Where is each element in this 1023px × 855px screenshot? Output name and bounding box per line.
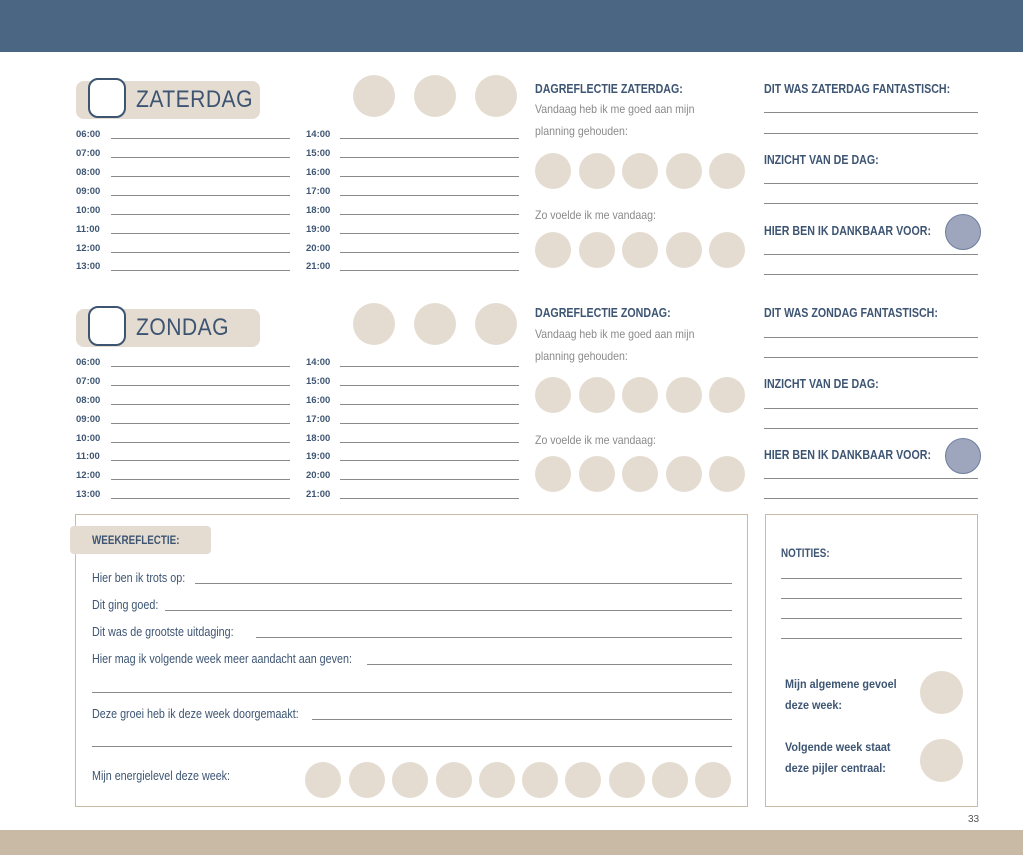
time-label: 08:00 (76, 167, 101, 178)
proud-label: Hier ben ik trots op: (92, 571, 186, 585)
day-title-sunday: ZONDAG (136, 314, 229, 341)
challenge-label: Dit was de grootste uitdaging: (92, 625, 234, 639)
notes-line[interactable] (781, 638, 962, 639)
schedule-line[interactable] (340, 479, 519, 480)
schedule-line[interactable] (340, 423, 519, 424)
rating-circle[interactable] (579, 456, 615, 492)
schedule-line[interactable] (111, 214, 290, 215)
energy-circle[interactable] (522, 762, 558, 798)
writing-line[interactable] (367, 664, 732, 665)
feeling-circle[interactable] (920, 671, 963, 714)
pillar-line1: Volgende week staat (785, 740, 891, 754)
planning-label: Vandaag heb ik me goed aan mijn (535, 102, 695, 116)
top-banner (0, 0, 1023, 52)
time-label: 07:00 (76, 148, 101, 159)
time-label: 19:00 (306, 451, 331, 462)
page-number: 33 (968, 814, 980, 825)
time-label: 15:00 (306, 376, 331, 387)
time-label: 08:00 (76, 395, 101, 406)
schedule-line[interactable] (340, 138, 519, 139)
time-label: 06:00 (76, 357, 101, 368)
time-label: 14:00 (306, 129, 331, 140)
schedule-line[interactable] (111, 176, 290, 177)
time-label: 15:00 (306, 148, 331, 159)
writing-line[interactable] (764, 203, 978, 204)
writing-line[interactable] (195, 583, 732, 584)
grateful-label: HIER BEN IK DANKBAAR VOOR: (764, 447, 932, 462)
time-label: 20:00 (306, 243, 331, 254)
time-label: 13:00 (76, 489, 101, 500)
rating-circle[interactable] (535, 232, 571, 268)
schedule-line[interactable] (340, 233, 519, 234)
writing-line[interactable] (764, 112, 978, 113)
energy-circle[interactable] (652, 762, 688, 798)
day-checkbox-saturday[interactable] (88, 78, 126, 118)
time-label: 11:00 (76, 224, 100, 235)
rating-circle[interactable] (622, 377, 658, 413)
rating-circle[interactable] (709, 456, 745, 492)
schedule-line[interactable] (111, 385, 290, 386)
schedule-line[interactable] (340, 214, 519, 215)
planning-label: planning gehouden: (535, 124, 628, 138)
priority-circle[interactable] (353, 303, 395, 345)
writing-line[interactable] (764, 337, 978, 338)
insight-label: INZICHT VAN DE DAG: (764, 376, 879, 391)
schedule-line[interactable] (340, 366, 519, 367)
time-label: 06:00 (76, 129, 101, 140)
schedule-line[interactable] (111, 498, 290, 499)
rating-circle[interactable] (666, 153, 702, 189)
time-label: 16:00 (306, 167, 331, 178)
schedule-line[interactable] (340, 252, 519, 253)
rating-circle[interactable] (709, 232, 745, 268)
time-label: 09:00 (76, 186, 101, 197)
time-label: 20:00 (306, 470, 331, 481)
energy-circle[interactable] (436, 762, 472, 798)
day-title-saturday: ZATERDAG (136, 86, 253, 113)
time-label: 19:00 (306, 224, 331, 235)
priority-circle[interactable] (475, 303, 517, 345)
rating-circle[interactable] (709, 153, 745, 189)
planning-label: Vandaag heb ik me goed aan mijn (535, 327, 695, 341)
bottom-banner (0, 830, 1023, 855)
rating-circle[interactable] (666, 232, 702, 268)
writing-line[interactable] (764, 183, 978, 184)
schedule-line[interactable] (340, 460, 519, 461)
rating-circle[interactable] (535, 377, 571, 413)
schedule-line[interactable] (111, 423, 290, 424)
went-well-label: Dit ging goed: (92, 598, 159, 612)
schedule-line[interactable] (111, 479, 290, 480)
pillar-circle[interactable] (920, 739, 963, 782)
general-feeling-line1: Mijn algemene gevoel (785, 677, 897, 691)
time-label: 21:00 (306, 489, 331, 500)
schedule-line[interactable] (340, 385, 519, 386)
day-checkbox-sunday[interactable] (88, 306, 126, 346)
writing-line[interactable] (312, 719, 732, 720)
notes-line[interactable] (781, 578, 962, 579)
rating-circle[interactable] (622, 232, 658, 268)
rating-circle[interactable] (666, 377, 702, 413)
time-label: 13:00 (76, 261, 101, 272)
writing-line[interactable] (92, 746, 732, 747)
time-label: 09:00 (76, 414, 101, 425)
energy-circle[interactable] (349, 762, 385, 798)
energy-circle[interactable] (392, 762, 428, 798)
rating-circle[interactable] (709, 377, 745, 413)
schedule-line[interactable] (340, 270, 519, 271)
day-reflection-title: DAGREFLECTIE ZATERDAG: (535, 81, 683, 96)
rating-circle[interactable] (579, 377, 615, 413)
time-label: 10:00 (76, 205, 101, 216)
time-label: 07:00 (76, 376, 101, 387)
time-label: 16:00 (306, 395, 331, 406)
energy-circle[interactable] (565, 762, 601, 798)
pillar-label (785, 737, 890, 779)
priority-circle[interactable] (353, 75, 395, 117)
rating-circle[interactable] (622, 456, 658, 492)
accent-circle[interactable] (945, 438, 981, 474)
feeling-label: Zo voelde ik me vandaag: (535, 208, 656, 222)
fantastic-label: DIT WAS ZATERDAG FANTASTISCH: (764, 81, 951, 96)
schedule-line[interactable] (111, 157, 290, 158)
schedule-line[interactable] (111, 138, 290, 139)
schedule-line[interactable] (111, 270, 290, 271)
writing-line[interactable] (92, 692, 732, 693)
insight-label: INZICHT VAN DE DAG: (764, 152, 879, 167)
schedule-line[interactable] (111, 366, 290, 367)
schedule-line[interactable] (111, 233, 290, 234)
schedule-line[interactable] (340, 195, 519, 196)
rating-circle[interactable] (535, 153, 571, 189)
schedule-line[interactable] (111, 252, 290, 253)
energy-circle[interactable] (695, 762, 731, 798)
priority-circle[interactable] (414, 75, 456, 117)
writing-line[interactable] (764, 408, 978, 409)
schedule-line[interactable] (111, 404, 290, 405)
writing-line[interactable] (764, 478, 978, 479)
day-reflection-title: DAGREFLECTIE ZONDAG: (535, 305, 671, 320)
schedule-line[interactable] (340, 157, 519, 158)
rating-circle[interactable] (535, 456, 571, 492)
rating-circle[interactable] (579, 232, 615, 268)
time-label: 17:00 (306, 414, 331, 425)
time-label: 11:00 (76, 451, 100, 462)
schedule-line[interactable] (111, 442, 290, 443)
energy-circle[interactable] (609, 762, 645, 798)
time-label: 21:00 (306, 261, 331, 272)
growth-label: Deze groei heb ik deze week doorgemaakt: (92, 707, 299, 721)
writing-line[interactable] (764, 274, 978, 275)
time-label: 12:00 (76, 243, 101, 254)
notes-title: NOTITIES: (781, 546, 830, 560)
time-label: 17:00 (306, 186, 331, 197)
priority-circle[interactable] (475, 75, 517, 117)
writing-line[interactable] (764, 254, 978, 255)
general-feeling-line2: deze week: (785, 698, 843, 712)
feeling-label: Zo voelde ik me vandaag: (535, 433, 656, 447)
schedule-line[interactable] (340, 176, 519, 177)
accent-circle[interactable] (945, 214, 981, 250)
schedule-line[interactable] (340, 498, 519, 499)
week-reflection-title: WEEKREFLECTIE: (92, 533, 180, 547)
writing-line[interactable] (256, 637, 732, 638)
writing-line[interactable] (764, 428, 978, 429)
rating-circle[interactable] (579, 153, 615, 189)
notes-line[interactable] (781, 618, 962, 619)
energy-circle[interactable] (479, 762, 515, 798)
time-label: 12:00 (76, 470, 101, 481)
schedule-line[interactable] (111, 460, 290, 461)
energy-label: Mijn energielevel deze week: (92, 769, 231, 783)
priority-circle[interactable] (414, 303, 456, 345)
writing-line[interactable] (764, 133, 978, 134)
energy-circle[interactable] (305, 762, 341, 798)
rating-circle[interactable] (622, 153, 658, 189)
general-feeling-label (785, 674, 897, 716)
time-label: 18:00 (306, 433, 331, 444)
writing-line[interactable] (764, 498, 978, 499)
writing-line[interactable] (764, 357, 978, 358)
pillar-line2: deze pijler centraal: (785, 761, 886, 775)
time-label: 10:00 (76, 433, 101, 444)
writing-line[interactable] (165, 610, 732, 611)
notes-line[interactable] (781, 598, 962, 599)
schedule-line[interactable] (111, 195, 290, 196)
time-label: 18:00 (306, 205, 331, 216)
schedule-line[interactable] (340, 442, 519, 443)
fantastic-label: DIT WAS ZONDAG FANTASTISCH: (764, 305, 938, 320)
planning-label: planning gehouden: (535, 349, 628, 363)
rating-circle[interactable] (666, 456, 702, 492)
attention-label: Hier mag ik volgende week meer aandacht aan geven: (92, 652, 352, 666)
time-label: 14:00 (306, 357, 331, 368)
schedule-line[interactable] (340, 404, 519, 405)
grateful-label: HIER BEN IK DANKBAAR VOOR: (764, 223, 932, 238)
